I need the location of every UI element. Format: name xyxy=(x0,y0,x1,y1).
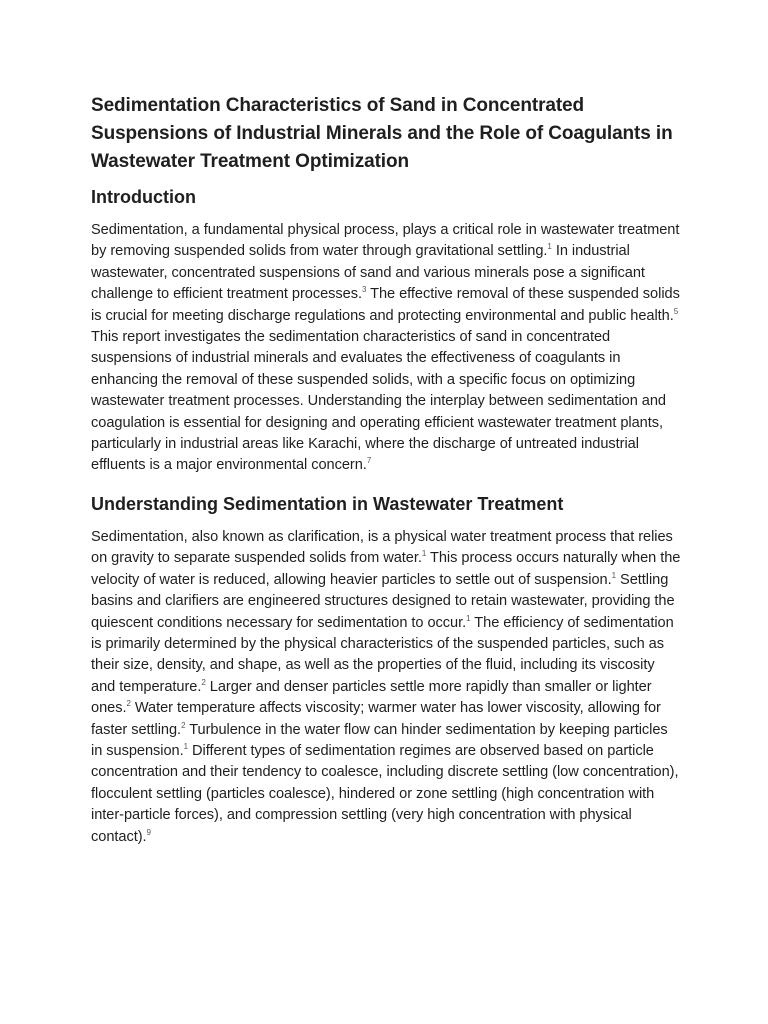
paragraph-text-segment: This report investigates the sedimentation characteristics of sand in concentrated suspensions of industrial minerals and evaluates the effectiveness of coagulants in enhancing the removal of these suspended solids, with a specific focus on optimizing wastewater treatment processes. Understanding the interplay between sedimentation and coagulation is essential for designing and operating efficient wastewater treatment plants, particularly in industrial areas like Karachi, where the discharge of untreated industrial effluents is a major environmental concern. xyxy=(91,329,666,474)
citation-marker: 2 xyxy=(181,720,186,730)
section-heading-understanding-sedimentation: Understanding Sedimentation in Wastewater Treatment xyxy=(91,493,564,514)
citation-marker: 1 xyxy=(611,570,616,580)
paragraph-text-segment: Turbulence in the water flow can hinder sedimentation by keeping particles in suspension. xyxy=(91,721,668,759)
paragraph-text-segment: Different types of sedimentation regimes are observed based on particle concentration and their tendency to coalesce, including discrete settling (low concentration), flocculent settling (particles coalesce), hindered or zone settling (high concentration with inter-particle forces), and compression settling (very high concentration with physical contact). xyxy=(91,742,679,845)
citation-marker: 7 xyxy=(366,456,372,466)
citation-marker: 1 xyxy=(183,742,189,752)
citation-marker: 3 xyxy=(361,285,367,295)
citation-marker: 2 xyxy=(126,699,131,709)
citation-marker: 2 xyxy=(201,677,206,687)
paragraph-text-segment: The effective removal of these suspended solids is crucial for meeting discharge regulations and protecting environmental and public health. xyxy=(91,286,680,324)
paragraph-text-segment: This process occurs naturally when the velocity of water is reduced, allowing heavier particles to settle out of suspension. xyxy=(91,550,681,588)
document-title: Sedimentation Characteristics of Sand in Concentrated Suspensions of Industrial Minerals and the Role of Coagulants in Wastewater Treatment Optimization xyxy=(91,95,673,172)
document-page xyxy=(91,92,681,848)
paragraph-text-segment: Larger and denser particles settle more rapidly than smaller or lighter ones. xyxy=(91,678,652,717)
citation-marker: 1 xyxy=(466,613,471,623)
section-paragraph-understanding-sedimentation xyxy=(91,527,681,848)
paragraph-text-segment: Sedimentation, a fundamental physical process, plays a critical role in wastewater treatment by removing suspended solids from water through gravitational settling. xyxy=(91,222,680,260)
citation-marker: 9 xyxy=(146,827,151,837)
citation-marker: 1 xyxy=(421,549,427,559)
citation-marker: 5 xyxy=(673,306,679,316)
paragraph-text-segment: The efficiency of sedimentation is primarily determined by the physical characteristics of the suspended particles, such as their size, density, and shape, as well as the properties of the fluid, including its viscosity and temperature. xyxy=(91,614,674,695)
section-paragraph-introduction xyxy=(91,220,681,477)
paragraph-text-segment: In industrial wastewater, concentrated suspensions of sand and various minerals pose a significant challenge to efficient treatment processes. xyxy=(91,243,645,303)
citation-marker: 1 xyxy=(547,242,552,252)
paragraph-text-segment: Water temperature affects viscosity; warmer water has lower viscosity, allowing for faster settling. xyxy=(91,700,661,738)
paragraph-text-segment: Settling basins and clarifiers are engineered structures designed to retain wastewater, providing the quiescent conditions necessary for sedimentation to occur. xyxy=(91,571,675,631)
paragraph-text-segment: Sedimentation, also known as clarification, is a physical water treatment process that relies on gravity to separate suspended solids from water. xyxy=(91,528,673,567)
section-heading-introduction: Introduction xyxy=(91,187,196,207)
